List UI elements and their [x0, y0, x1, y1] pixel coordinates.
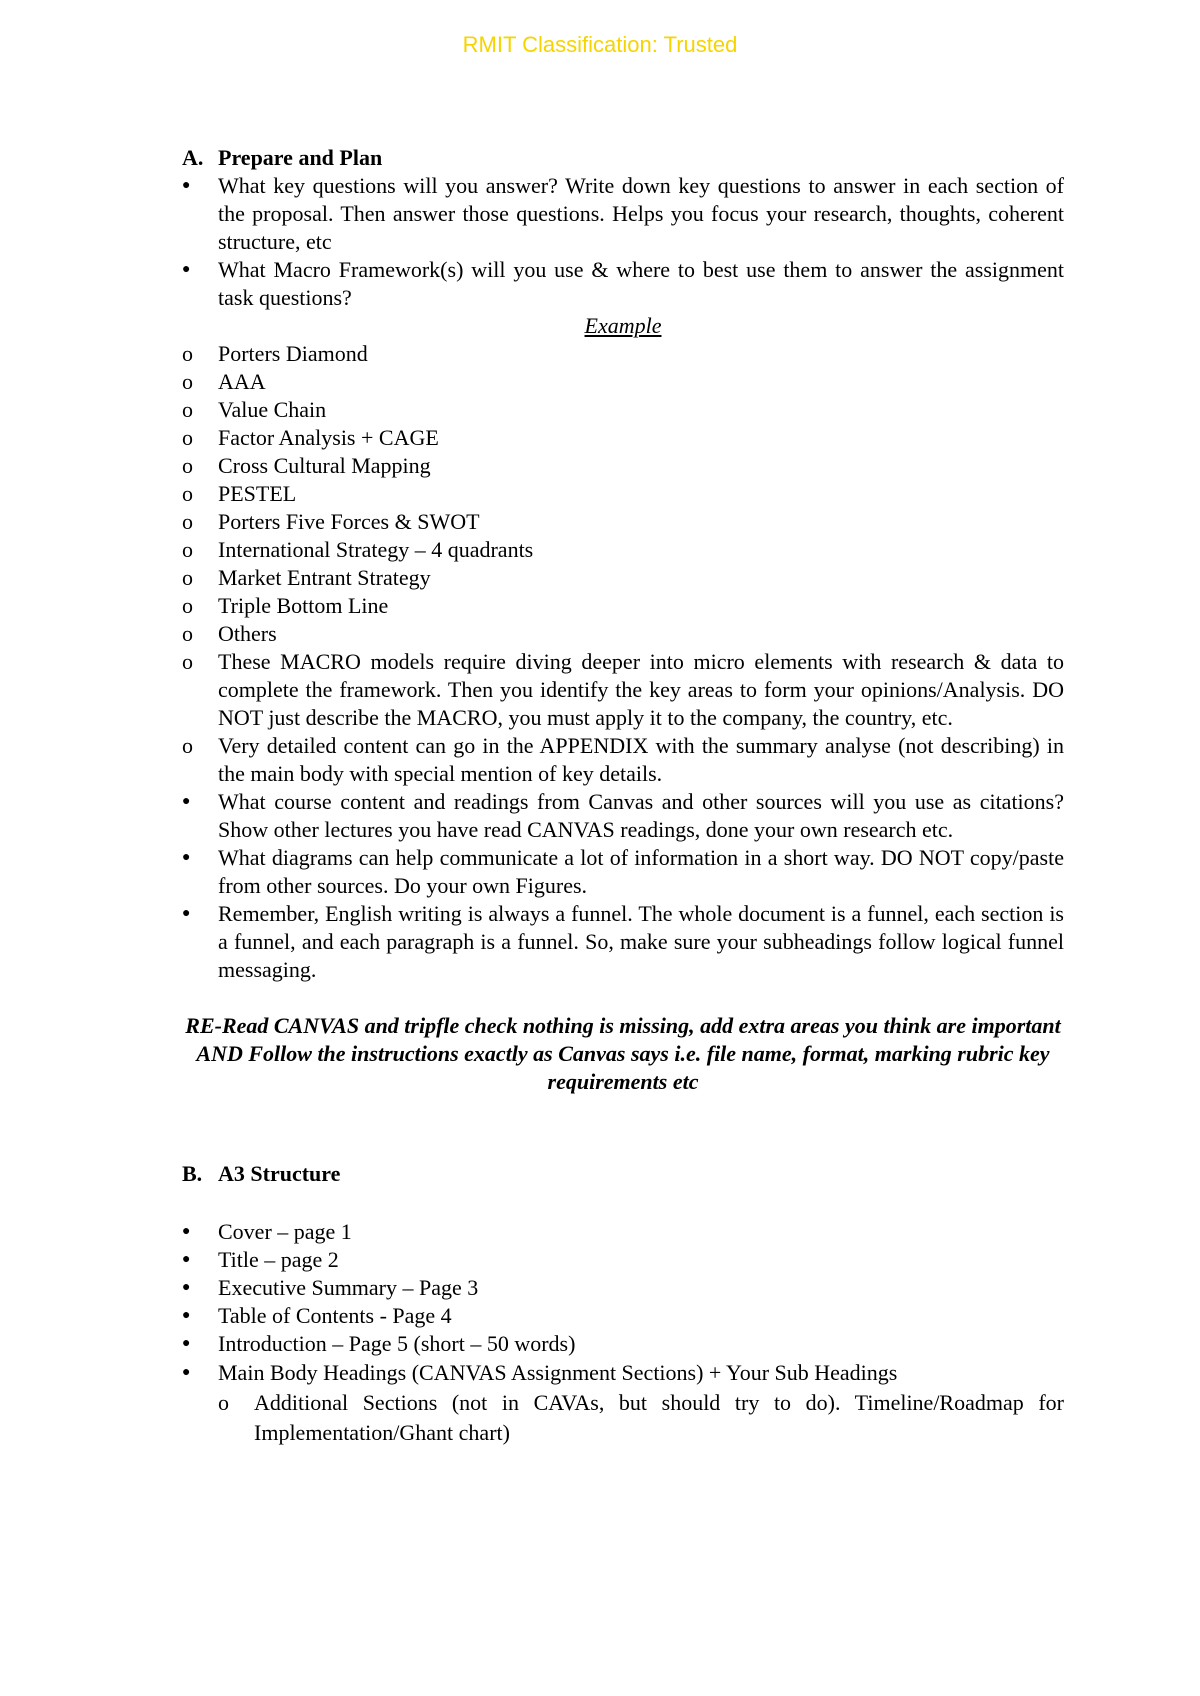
list-item: [182, 1302, 1064, 1330]
list-item-text: Cover – page 1: [218, 1219, 352, 1244]
list-item: [182, 1330, 1064, 1358]
bullet-icon: ●: [182, 1280, 191, 1295]
framework-text: Triple Bottom Line: [218, 593, 389, 618]
list-item: [182, 1246, 1064, 1274]
framework-text: Porters Five Forces & SWOT: [218, 509, 480, 534]
section-a-label: A.: [182, 145, 204, 170]
framework-text: Porters Diamond: [218, 341, 368, 366]
list-item: [182, 256, 1064, 312]
framework-item: [182, 396, 1064, 424]
framework-text: International Strategy – 4 quadrants: [218, 537, 534, 562]
framework-item: [182, 424, 1064, 452]
list-item-text: Table of Contents - Page 4: [218, 1303, 452, 1328]
framework-text: Cross Cultural Mapping: [218, 453, 431, 478]
framework-item: [182, 452, 1064, 480]
list-item-text: Main Body Headings (CANVAS Assignment Sections) + Your Sub Headings: [218, 1360, 898, 1385]
list-item-text: What Macro Framework(s) will you use & where to best use them to answer the assignment task questions?: [218, 257, 1064, 310]
circle-bullet-icon: o: [182, 537, 193, 562]
bullet-icon: ●: [182, 794, 191, 809]
circle-bullet-icon: o: [182, 509, 193, 534]
section-b-heading: [182, 1160, 1064, 1188]
framework-text: Market Entrant Strategy: [218, 565, 431, 590]
circle-bullet-icon: o: [182, 621, 193, 646]
bullet-icon: ●: [182, 1365, 191, 1380]
framework-text: PESTEL: [218, 481, 297, 506]
circle-bullet-icon: o: [182, 397, 193, 422]
section-a-title: Prepare and Plan: [218, 145, 383, 170]
list-item-text: Executive Summary – Page 3: [218, 1275, 479, 1300]
framework-item: [182, 368, 1064, 396]
section-b-title: A3 Structure: [218, 1161, 341, 1186]
sub-list-item: [182, 1388, 1064, 1448]
list-item: [182, 900, 1064, 984]
bullet-icon: ●: [182, 178, 191, 193]
bullet-icon: ●: [182, 1252, 191, 1267]
framework-item: [182, 648, 1064, 732]
structure-list: [182, 1218, 1064, 1448]
circle-bullet-icon: o: [182, 565, 193, 590]
bullet-icon: ●: [182, 262, 191, 277]
framework-text: Value Chain: [218, 397, 327, 422]
circle-bullet-icon: o: [182, 341, 193, 366]
framework-item: [182, 508, 1064, 536]
list-item: [182, 172, 1064, 256]
framework-item: [182, 536, 1064, 564]
framework-item: [182, 620, 1064, 648]
circle-bullet-icon: o: [182, 481, 193, 506]
bullet-icon: ●: [182, 1224, 191, 1239]
list-item: [182, 1218, 1064, 1246]
framework-item: [182, 564, 1064, 592]
list-item: [182, 788, 1064, 844]
circle-bullet-icon: o: [182, 453, 193, 478]
circle-bullet-icon: o: [182, 593, 193, 618]
circle-bullet-icon: o: [182, 649, 193, 674]
framework-item: [182, 480, 1064, 508]
sub-list-item-text: Additional Sections (not in CAVAs, but should try to do). Timeline/Roadmap for Implementation/Ghant chart): [254, 1390, 1064, 1445]
framework-item: [182, 340, 1064, 368]
list-item-text: Introduction – Page 5 (short – 50 words): [218, 1331, 576, 1356]
list-item-text: What diagrams can help communicate a lot of information in a short way. DO NOT copy/paste from other sources. Do your own Figures.: [218, 845, 1064, 898]
document-body: [182, 144, 1064, 1448]
circle-bullet-icon: o: [182, 733, 193, 758]
reminder-note: RE-Read CANVAS and tripfle check nothing is missing, add extra areas you think are important AND Follow the instructions exactly as Canvas says i.e. file name, format, marking rubric key requirements etc: [185, 1013, 1061, 1094]
circle-bullet-icon: o: [182, 369, 193, 394]
section-b-label: B.: [182, 1161, 203, 1186]
classification-header: RMIT Classification: Trusted: [462, 32, 738, 57]
bullet-icon: ●: [182, 1308, 191, 1323]
list-item: [182, 844, 1064, 900]
example-label: Example: [584, 313, 662, 338]
list-item-text: Title – page 2: [218, 1247, 339, 1272]
list-item-text: What course content and readings from Canvas and other sources will you use as citations? Show other lectures you have read CANVAS readings, done your own research etc.: [218, 789, 1064, 842]
list-item-text: Remember, English writing is always a funnel. The whole document is a funnel, each section is a funnel, and each paragraph is a funnel. So, make sure your subheadings follow logical funnel messaging.: [218, 901, 1064, 982]
framework-text: AAA: [218, 369, 266, 394]
circle-bullet-icon: o: [218, 1390, 229, 1415]
framework-text: Others: [218, 621, 277, 646]
framework-text: Factor Analysis + CAGE: [218, 425, 439, 450]
framework-item: [182, 592, 1064, 620]
framework-item: [182, 732, 1064, 788]
framework-text: These MACRO models require diving deeper into micro elements with research & data to complete the framework. Then you identify the key areas to form your opinions/Analysis. DO NOT just describe the MACRO, you must apply it to the company, the country, etc.: [218, 649, 1064, 730]
circle-bullet-icon: o: [182, 425, 193, 450]
list-item-text: What key questions will you answer? Write down key questions to answer in each section of the proposal. Then answer those questions. Helps you focus your research, thoughts, coherent structure, etc: [218, 173, 1064, 254]
bullet-icon: ●: [182, 850, 191, 865]
section-a-heading: [182, 144, 1064, 172]
list-item: [182, 1274, 1064, 1302]
framework-text: Very detailed content can go in the APPENDIX with the summary analyse (not describing) in the main body with special mention of key details.: [218, 733, 1064, 786]
bullet-icon: ●: [182, 906, 191, 921]
bullet-icon: ●: [182, 1336, 191, 1351]
list-item: [182, 1358, 1064, 1388]
